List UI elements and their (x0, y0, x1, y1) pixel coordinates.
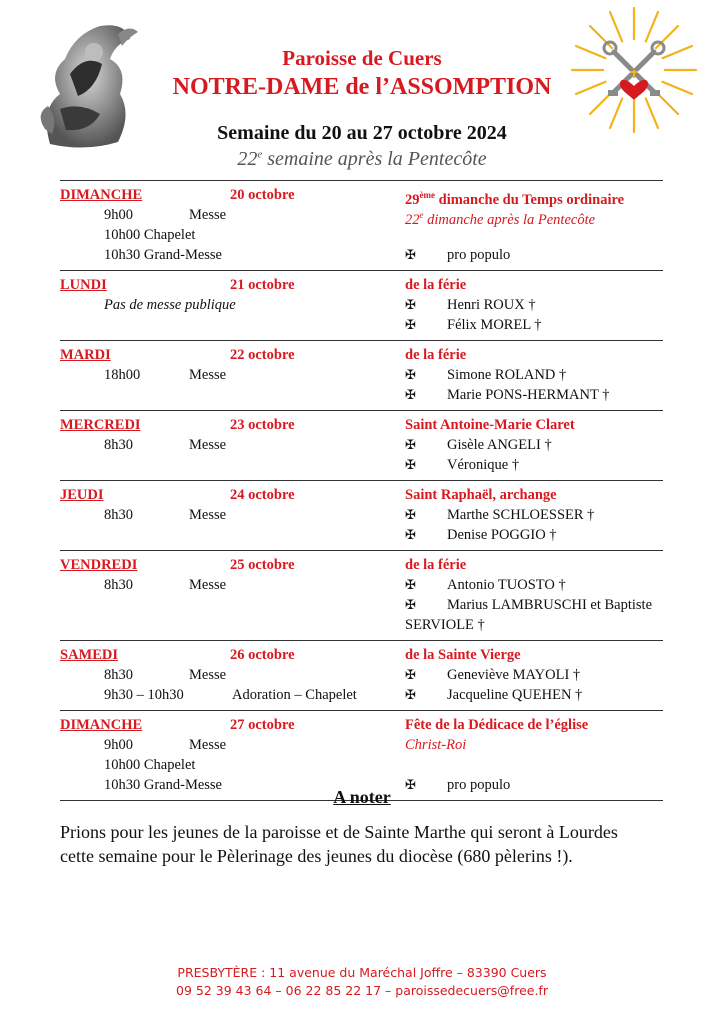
mass-intention: Henri ROUX † (447, 297, 536, 313)
weekly-schedule-table (60, 180, 663, 801)
cross-icon: ✠ (405, 437, 416, 452)
day-row (60, 550, 663, 640)
week-subtitle: 22e semaine après la Pentecôte (237, 148, 487, 170)
day-name: LUNDI (60, 277, 107, 293)
cross-icon: ✠ (405, 317, 416, 332)
notice-text-line-2: cette semaine pour le Pèlerinage des jeunes du diocèse (680 pèlerins !). (60, 846, 573, 866)
day-name: SAMEDI (60, 647, 119, 663)
notice-title: A noter (333, 787, 391, 807)
mass-intention: Denise POGGIO † (447, 527, 557, 543)
mass-time: 10h00 Chapelet (104, 227, 196, 243)
mass-intention: Gisèle ANGELI † (447, 437, 552, 453)
cross-icon: ✠ (405, 507, 416, 522)
mass-label: Messe (189, 737, 227, 753)
mass-label: Messe (189, 437, 227, 453)
mass-intention-continued: SERVIOLE † (405, 617, 485, 633)
mass-time: 10h30 Grand-Messe (104, 777, 222, 793)
day-name: MERCREDI (60, 417, 141, 433)
cross-icon: ✠ (405, 777, 416, 792)
cross-icon: ✠ (405, 247, 416, 262)
feast-title: de la férie (405, 557, 467, 573)
cross-icon: ✠ (405, 667, 416, 682)
mass-intention: Antonio TUOSTO † (447, 577, 566, 593)
cross-icon: ✠ (405, 577, 416, 592)
feast-title: 29ème dimanche du Temps ordinaire (405, 190, 625, 208)
mass-intention: Geneviève MAYOLI † (447, 667, 581, 683)
day-row (60, 180, 663, 270)
mass-intention: Simone ROLAND † (447, 367, 567, 383)
notice-text-line-1: Prions pour les jeunes de la paroisse et de Sainte Marthe qui seront à Lourdes (60, 822, 618, 842)
mass-time: 9h00 (104, 737, 133, 753)
feast-subtitle: Christ-Roi (405, 737, 467, 753)
day-date: 22 octobre (230, 347, 295, 363)
day-name: DIMANCHE (60, 187, 143, 203)
mass-time: 9h00 (104, 207, 133, 223)
feast-title: Saint Raphaël, archange (405, 487, 557, 503)
mass-intention: Marthe SCHLOESSER † (447, 507, 595, 523)
day-row (60, 410, 663, 480)
day-row (60, 340, 663, 410)
parish-name: Paroisse de Cuers (282, 46, 442, 70)
day-date: 24 octobre (230, 487, 295, 503)
day-date: 27 octobre (230, 717, 295, 733)
mass-intention: pro populo (447, 777, 511, 793)
mass-time: 18h00 (104, 367, 141, 383)
feast-title: Saint Antoine-Marie Claret (405, 417, 575, 433)
mass-intention: Véronique † (447, 457, 520, 473)
cross-icon: ✠ (405, 297, 416, 312)
day-date: 25 octobre (230, 557, 295, 573)
mass-intention: Marie PONS-HERMANT † (447, 387, 610, 403)
mass-intention: Jacqueline QUEHEN † (447, 687, 583, 703)
day-name: VENDREDI (60, 557, 138, 573)
cross-icon: ✠ (405, 387, 416, 402)
day-date: 21 octobre (230, 277, 295, 293)
day-date: 20 octobre (230, 187, 295, 203)
day-note: Pas de messe publique (104, 297, 236, 313)
mass-label: Messe (189, 367, 227, 383)
day-name: MARDI (60, 347, 111, 363)
feast-title: de la Sainte Vierge (405, 647, 521, 663)
church-name: NOTRE-DAME de l’ASSOMPTION (172, 74, 552, 100)
mass-intention: Félix MOREL † (447, 317, 542, 333)
mass-time: 8h30 (104, 437, 133, 453)
mass-time: 8h30 (104, 507, 133, 523)
cross-icon: ✠ (405, 367, 416, 382)
mass-label: Messe (189, 507, 227, 523)
mass-label: Messe (189, 667, 227, 683)
cross-icon: ✠ (405, 527, 416, 542)
mass-label: Messe (189, 207, 227, 223)
mass-label: Adoration – Chapelet (232, 687, 357, 703)
mass-time: 10h30 Grand-Messe (104, 247, 222, 263)
day-name: DIMANCHE (60, 717, 143, 733)
feast-title: de la férie (405, 277, 467, 293)
feast-title: de la férie (405, 347, 467, 363)
day-row (60, 270, 663, 340)
day-row (60, 640, 663, 710)
mass-label: Messe (189, 577, 227, 593)
day-name: JEUDI (60, 487, 104, 503)
cross-icon: ✠ (405, 597, 416, 612)
mass-time: 10h00 Chapelet (104, 757, 196, 773)
mass-intention: Marius LAMBRUSCHI et Baptiste (447, 597, 653, 613)
week-title: Semaine du 20 au 27 octobre 2024 (217, 122, 507, 144)
mass-time: 8h30 (104, 577, 133, 593)
feast-subtitle: 22e dimanche après la Pentecôte (405, 210, 596, 228)
feast-title: Fête de la Dédicace de l’église (405, 717, 589, 733)
day-date: 23 octobre (230, 417, 295, 433)
footer-contact: 09 52 39 43 64 – 06 22 85 22 17 – paroissedecuers@free.fr (176, 983, 548, 998)
mass-time: 8h30 (104, 667, 133, 683)
mass-time: 9h30 – 10h30 (104, 687, 184, 703)
cross-icon: ✠ (405, 457, 416, 472)
mass-intention: pro populo (447, 247, 511, 263)
day-date: 26 octobre (230, 647, 295, 663)
day-row (60, 480, 663, 550)
cross-icon: ✠ (405, 687, 416, 702)
footer-address: PRESBYTÈRE : 11 avenue du Maréchal Joffre – 83390 Cuers (177, 965, 547, 980)
